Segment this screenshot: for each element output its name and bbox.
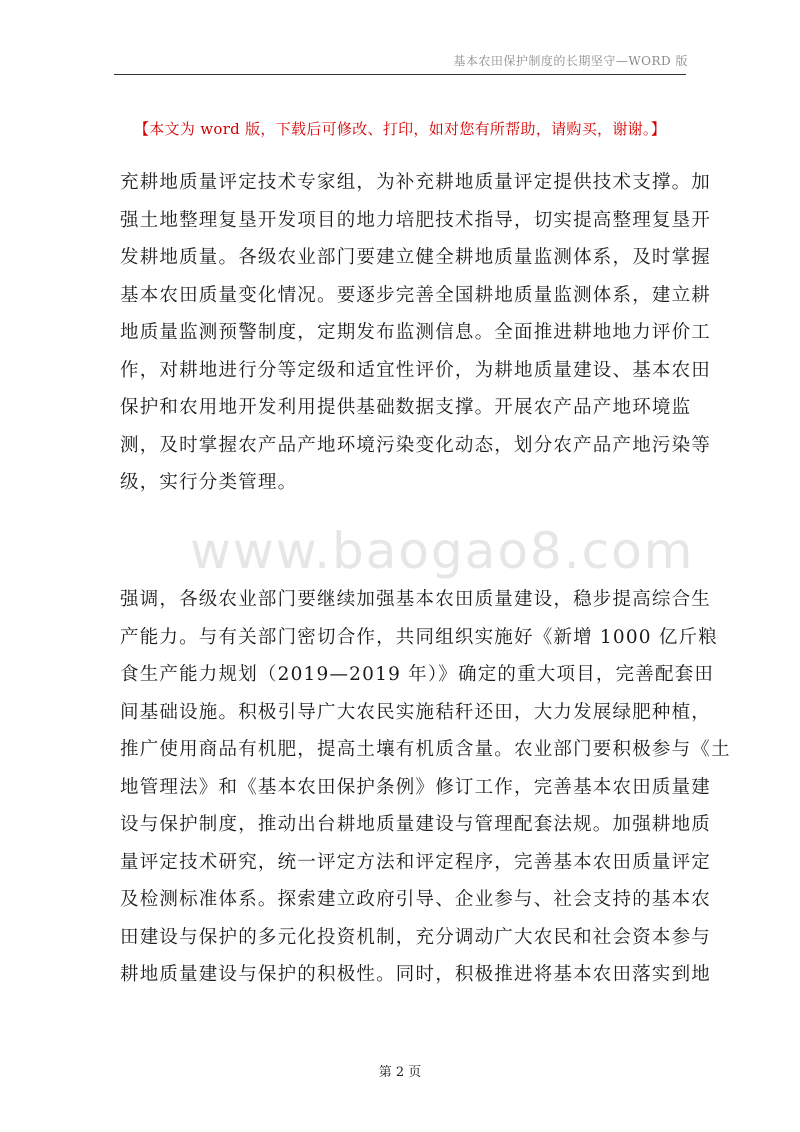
text-line: 耕地质量建设与保护的积极性。同时，积极推进将基本农田落实到地	[120, 964, 712, 985]
text-line: 间基础设施。积极引导广大农民实施秸秆还田，大力发展绿肥种植，	[120, 701, 712, 723]
text-line: 田建设与保护的多元化投资机制，充分调动广大农民和社会资本参与	[120, 926, 712, 948]
paragraph-2	[120, 581, 731, 994]
text-line: 产能力。与有关部门密切合作，共同组织实施好《新增 1000 亿斤粮	[120, 626, 718, 648]
text-line: 量评定技术研究，统一评定方法和评定程序，完善基本农田质量评定	[120, 851, 712, 873]
running-header: 基本农田保护制度的长期坚守—WORD 版	[453, 54, 688, 68]
text-line: 作，对耕地进行分等定级和适宜性评价，为耕地质量建设、基本农田	[120, 359, 712, 381]
text-line: 测，及时掌握农产品产地环境污染变化动态，划分农产品产地污染等	[120, 434, 712, 456]
page-number: 第 2 页	[378, 1065, 422, 1080]
header-divider	[114, 74, 686, 75]
paragraph-1	[120, 164, 712, 502]
text-line: 地质量监测预警制度，定期发布监测信息。全面推进耕地地力评价工	[120, 322, 712, 343]
text-line: 基本农田质量变化情况。要逐步完善全国耕地质量监测体系，建立耕	[120, 284, 712, 306]
text-line: 及检测标准体系。探索建立政府引导、企业参与、社会支持的基本农	[120, 889, 712, 910]
download-notice: 【本文为 word 版，下载后可修改、打印，如对您有所帮助，请购买，谢谢。】	[133, 120, 667, 138]
watermark: www.baogao8.com	[190, 522, 695, 580]
text-line: 推广使用商品有机肥，提高土壤有机质含量。农业部门要积极参与《土	[120, 739, 731, 760]
text-line: 地管理法》和《基本农田保护条例》修订工作，完善基本农田质量建	[120, 776, 712, 798]
text-line: 强调，各级农业部门要继续加强基本农田质量建设，稳步提高综合生	[120, 589, 712, 610]
text-line: 设与保护制度，推动出台耕地质量建设与管理配套法规。加强耕地质	[120, 814, 712, 835]
text-line: 级，实行分类管理。	[120, 472, 298, 493]
text-line: 强土地整理复垦开发项目的地力培肥技术指导，切实提高整理复垦开	[120, 209, 712, 231]
text-line: 保护和农用地开发利用提供基础数据支撑。开展农产品产地环境监	[120, 397, 692, 418]
text-line: 发耕地质量。各级农业部门要建立健全耕地质量监测体系，及时掌握	[120, 247, 712, 268]
text-line: 充耕地质量评定技术专家组，为补充耕地质量评定提供技术支撑。加	[120, 172, 712, 193]
text-line: 食生产能力规划（2019—2019 年）》确定的重大项目，完善配套田	[120, 664, 715, 685]
